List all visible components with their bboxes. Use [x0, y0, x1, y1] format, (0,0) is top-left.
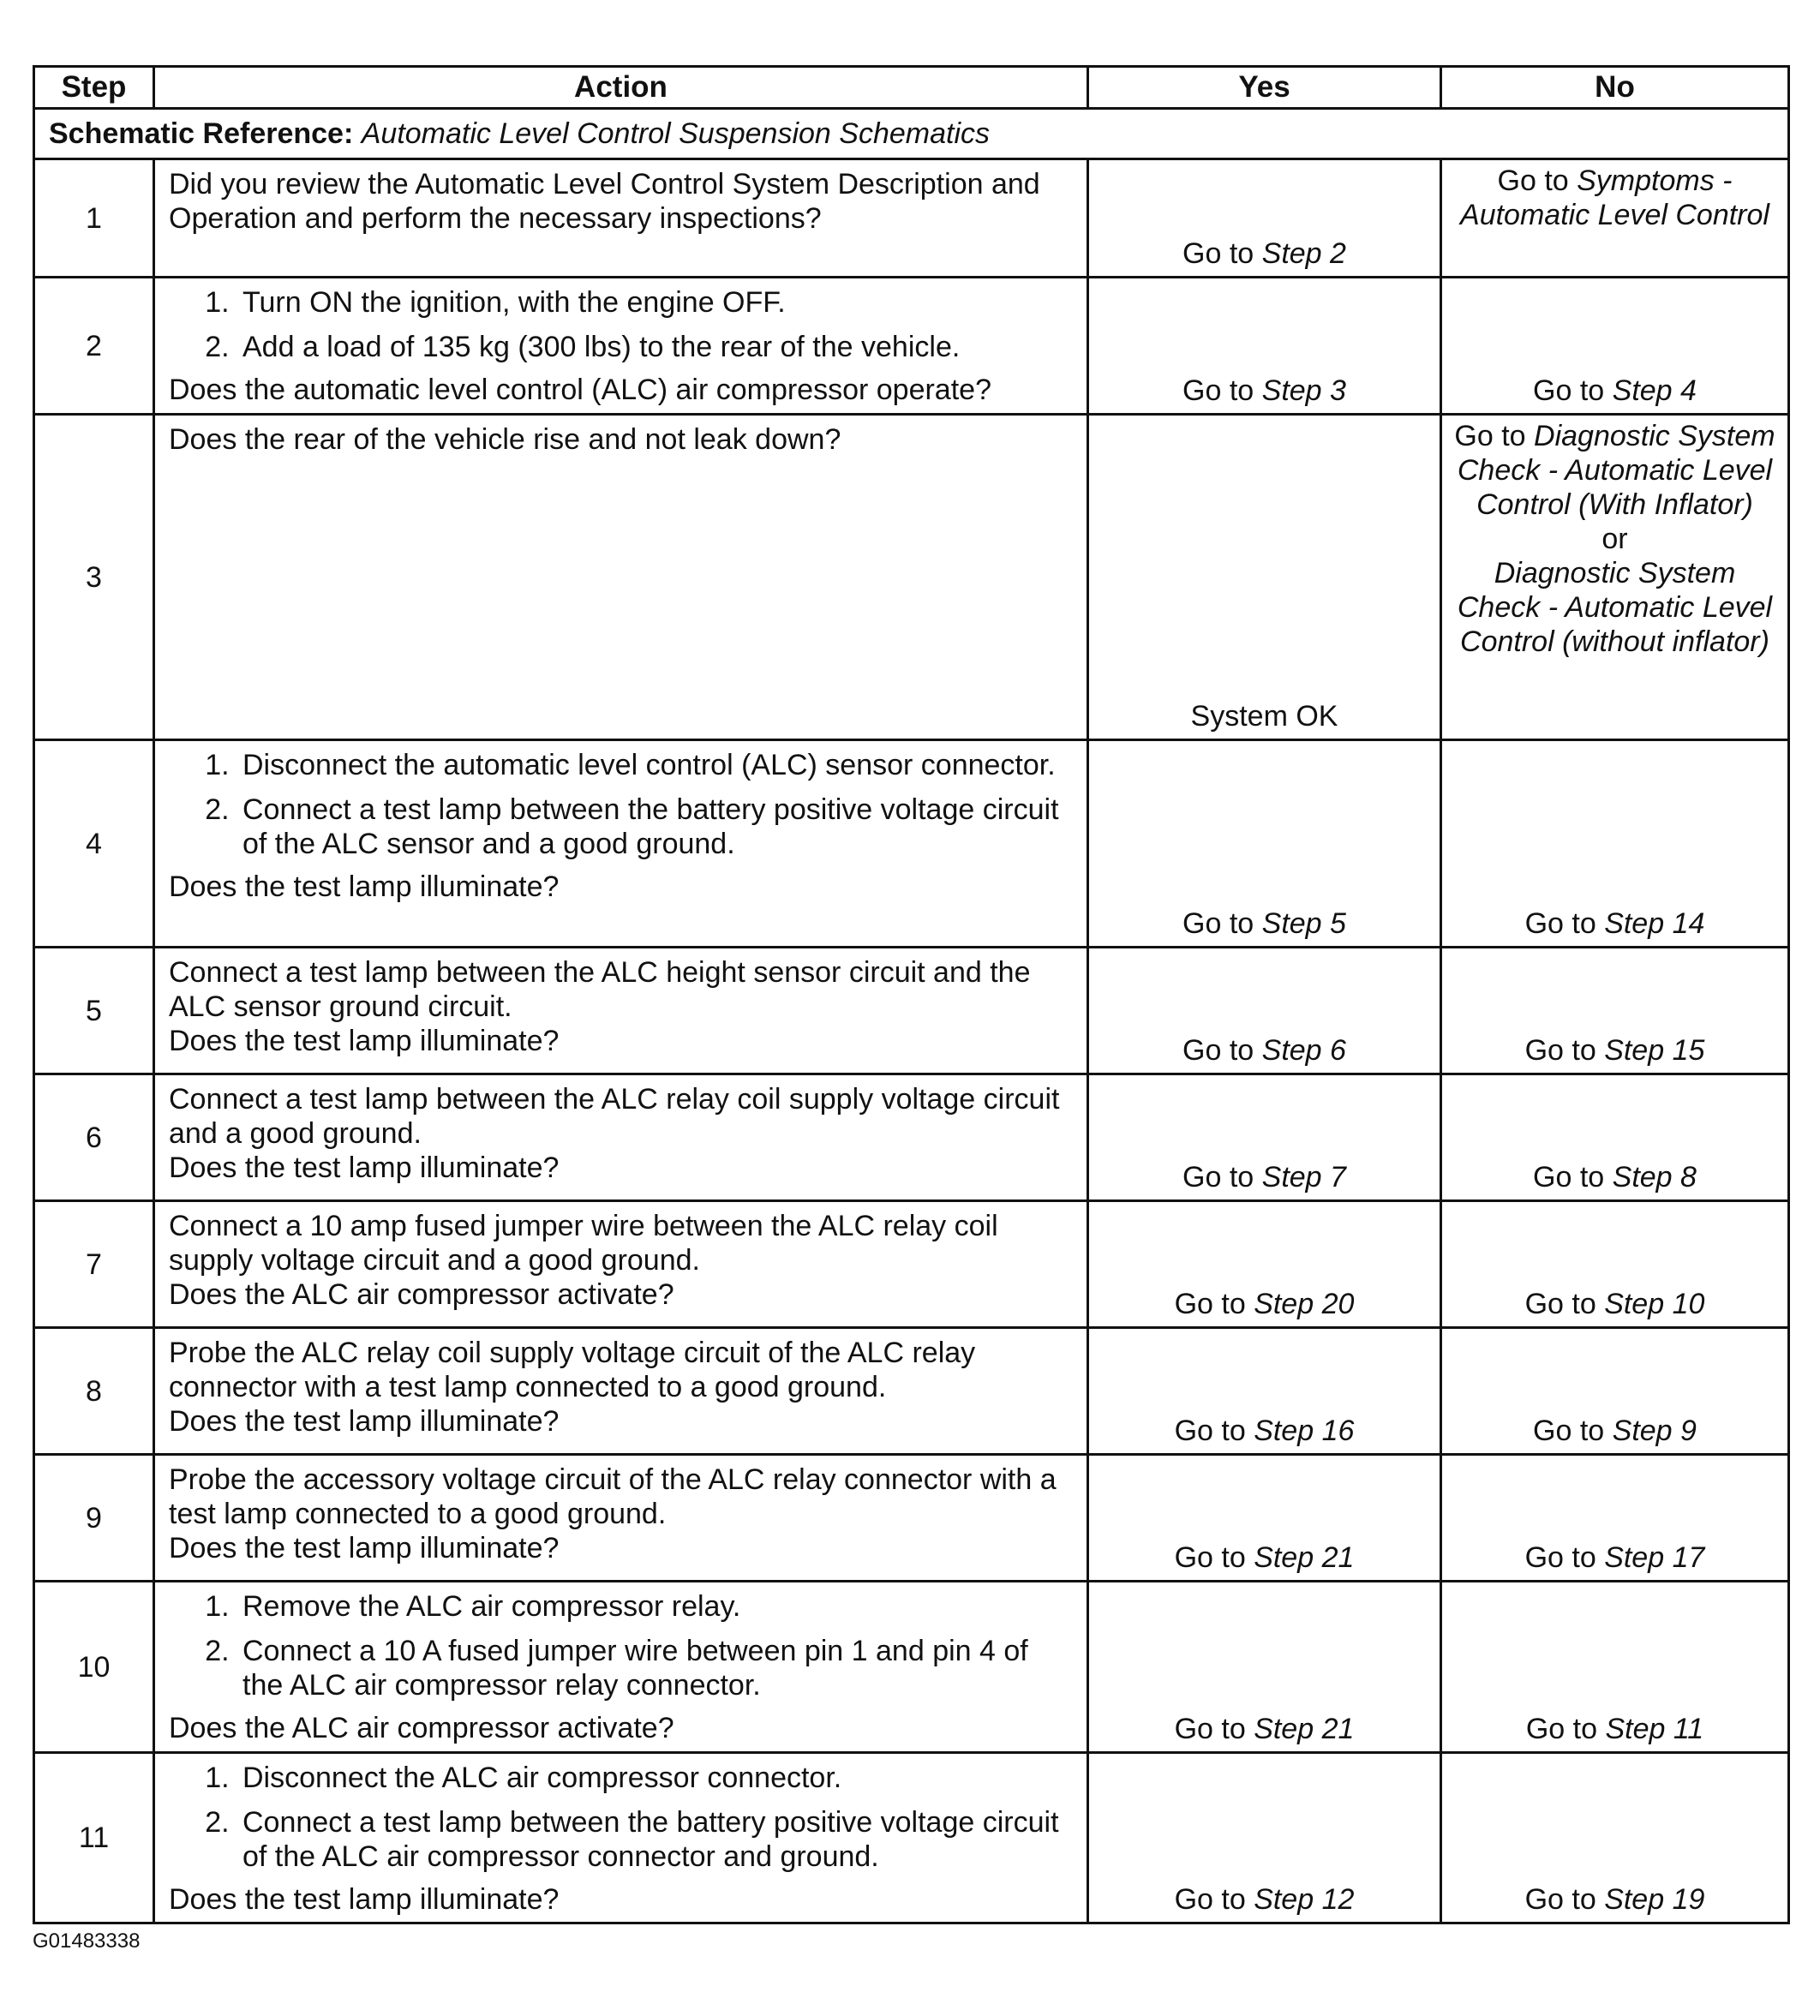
action-cell: [154, 1074, 1088, 1201]
yes-prefix: Go to: [1174, 1541, 1254, 1574]
yes-cell: [1088, 1455, 1441, 1582]
no-cell: [1441, 948, 1789, 1074]
yes-step-link[interactable]: Step 16: [1254, 1415, 1355, 1447]
action-steps-list: [169, 1589, 1073, 1702]
action-step-item: 2. Connect a test lamp between the battery positive voltage circuit of the ALC sensor and a good ground.: [237, 793, 1073, 861]
step-number: 10: [34, 1582, 154, 1753]
yes-cell: [1088, 948, 1441, 1074]
action-question: Does the test lamp illuminate?: [169, 1405, 560, 1438]
step-number: 4: [34, 740, 154, 948]
header-step: Step: [34, 67, 154, 109]
step-number: 6: [34, 1074, 154, 1201]
no-step-link[interactable]: Step 17: [1604, 1541, 1705, 1574]
no-step-link[interactable]: Symptoms - Automatic Level Control: [1460, 165, 1769, 231]
action-step-item: 2. Add a load of 135 kg (300 lbs) to the rear of the vehicle.: [237, 330, 1073, 364]
header-action: Action: [154, 67, 1088, 109]
table-row: [34, 278, 1789, 415]
action-step-item: 1. Remove the ALC air compressor relay.: [237, 1589, 1073, 1624]
table-body: [34, 109, 1789, 1923]
yes-step-link[interactable]: Step 5: [1261, 907, 1346, 940]
schematic-reference-cell: [34, 109, 1789, 159]
no-cell: [1441, 1201, 1789, 1328]
action-cell: [154, 1455, 1088, 1582]
action-step-item: 1. Disconnect the automatic level control (ALC) sensor connector.: [237, 748, 1073, 782]
yes-cell: [1088, 740, 1441, 948]
yes-prefix: Go to: [1182, 1161, 1262, 1193]
table-row: [34, 1753, 1789, 1923]
table-row: [34, 415, 1789, 740]
action-question: Does the test lamp illuminate?: [169, 870, 560, 903]
action-instruction: Connect a test lamp between the ALC height sensor circuit and the ALC sensor ground circuit.: [169, 956, 1031, 1023]
no-step-link-alt[interactable]: Diagnostic System Check - Automatic Level Control (without inflator): [1457, 557, 1773, 658]
yes-step-link[interactable]: Step 12: [1254, 1883, 1355, 1916]
no-step-link[interactable]: Diagnostic System Check - Automatic Level Control (With Inflator): [1457, 420, 1775, 521]
action-question: Does the rear of the vehicle rise and not leak down?: [169, 423, 841, 456]
no-prefix: Go to: [1533, 1161, 1613, 1193]
no-prefix: Go to: [1525, 1713, 1606, 1745]
no-step-link[interactable]: Step 19: [1604, 1883, 1705, 1916]
yes-prefix: Go to: [1182, 374, 1262, 407]
yes-prefix: Go to: [1174, 1288, 1254, 1320]
step-number: 1: [34, 159, 154, 278]
schematic-reference-row: [34, 109, 1789, 159]
action-question: Does the ALC air compressor activate?: [169, 1712, 674, 1744]
yes-step-link[interactable]: Step 21: [1254, 1541, 1355, 1574]
yes-cell: [1088, 1328, 1441, 1455]
yes-step-link[interactable]: Step 2: [1261, 237, 1346, 270]
action-cell: [154, 1328, 1088, 1455]
yes-prefix: System OK: [1190, 700, 1338, 733]
table-row: [34, 1582, 1789, 1753]
action-cell: [154, 159, 1088, 278]
no-step-link[interactable]: Step 15: [1604, 1034, 1705, 1067]
action-question: Does the ALC air compressor activate?: [169, 1278, 674, 1311]
yes-step-link[interactable]: Step 7: [1261, 1161, 1346, 1193]
action-step-item: 1. Disconnect the ALC air compressor connector.: [237, 1761, 1073, 1795]
no-step-link[interactable]: Step 14: [1604, 907, 1705, 940]
action-question: Did you review the Automatic Level Control System Description and Operation and perform the necessary inspections?: [169, 168, 1040, 235]
yes-cell: [1088, 1201, 1441, 1328]
yes-step-link[interactable]: Step 3: [1261, 374, 1346, 407]
yes-step-link[interactable]: Step 6: [1261, 1034, 1346, 1067]
no-cell: [1441, 159, 1789, 278]
header-yes: Yes: [1088, 67, 1441, 109]
no-cell: [1441, 415, 1789, 740]
action-instruction: Probe the ALC relay coil supply voltage circuit of the ALC relay connector with a test lamp connected to a good ground.: [169, 1337, 976, 1403]
action-steps-list: [169, 1761, 1073, 1874]
no-step-link[interactable]: Step 11: [1605, 1713, 1704, 1745]
action-cell: [154, 948, 1088, 1074]
yes-prefix: Go to: [1174, 1415, 1254, 1447]
step-number: 11: [34, 1753, 154, 1923]
action-cell: [154, 1201, 1088, 1328]
no-cell: [1441, 278, 1789, 415]
action-cell: [154, 740, 1088, 948]
step-number: 9: [34, 1455, 154, 1582]
action-steps-list: [169, 285, 1073, 364]
yes-cell: [1088, 415, 1441, 740]
table-header-row: [34, 67, 1789, 109]
action-cell: [154, 1753, 1088, 1923]
yes-cell: [1088, 1582, 1441, 1753]
no-cell: [1441, 1455, 1789, 1582]
diagnostic-table: [33, 65, 1790, 1924]
step-number: 8: [34, 1328, 154, 1455]
action-question: Does the test lamp illuminate?: [169, 1883, 560, 1916]
no-cell: [1441, 1582, 1789, 1753]
action-cell: [154, 415, 1088, 740]
no-cell: [1441, 740, 1789, 948]
action-step-item: 1. Turn ON the ignition, with the engine OFF.: [237, 285, 1073, 320]
no-prefix: Go to: [1524, 1034, 1605, 1067]
no-prefix: Go to: [1533, 374, 1613, 407]
no-step-link[interactable]: Step 9: [1612, 1415, 1697, 1447]
action-cell: [154, 1582, 1088, 1753]
schematic-reference-label: Schematic Reference:: [49, 117, 354, 150]
yes-cell: [1088, 278, 1441, 415]
no-or-text: or: [1601, 523, 1628, 555]
table-row: [34, 159, 1789, 278]
table-row: [34, 1074, 1789, 1201]
yes-prefix: Go to: [1182, 907, 1262, 940]
table-row: [34, 1328, 1789, 1455]
action-question: Does the test lamp illuminate?: [169, 1025, 560, 1057]
schematic-reference-value: Automatic Level Control Suspension Schematics: [361, 117, 990, 150]
action-question: Does the test lamp illuminate?: [169, 1152, 560, 1184]
no-step-link[interactable]: Step 8: [1612, 1161, 1697, 1193]
figure-id: G01483338: [33, 1929, 141, 1953]
action-cell: [154, 278, 1088, 415]
yes-cell: [1088, 159, 1441, 278]
no-cell: [1441, 1328, 1789, 1455]
table-row: [34, 1455, 1789, 1582]
step-number: 2: [34, 278, 154, 415]
no-cell: [1441, 1753, 1789, 1923]
no-prefix: Go to: [1524, 907, 1605, 940]
no-prefix: Go to: [1533, 1415, 1613, 1447]
step-number: 3: [34, 415, 154, 740]
no-prefix: Go to: [1454, 420, 1535, 452]
no-step-link[interactable]: Step 4: [1612, 374, 1697, 407]
no-prefix: Go to: [1497, 165, 1578, 197]
no-prefix: Go to: [1524, 1541, 1605, 1574]
step-number: 7: [34, 1201, 154, 1328]
action-step-item: 2. Connect a 10 A fused jumper wire between pin 1 and pin 4 of the ALC air compressor relay connector.: [237, 1634, 1073, 1702]
no-prefix: Go to: [1524, 1883, 1605, 1916]
table-row: [34, 1201, 1789, 1328]
yes-prefix: Go to: [1174, 1883, 1254, 1916]
header-no: No: [1441, 67, 1789, 109]
yes-prefix: Go to: [1182, 1034, 1262, 1067]
action-question: Does the automatic level control (ALC) air compressor operate?: [169, 374, 991, 406]
action-instruction: Connect a test lamp between the ALC relay coil supply voltage circuit and a good ground.: [169, 1083, 1060, 1150]
yes-prefix: Go to: [1182, 237, 1262, 270]
table-row: [34, 740, 1789, 948]
yes-step-link[interactable]: Step 20: [1254, 1288, 1355, 1320]
yes-cell: [1088, 1753, 1441, 1923]
no-cell: [1441, 1074, 1789, 1201]
yes-prefix: Go to: [1174, 1713, 1254, 1745]
no-prefix: Go to: [1524, 1288, 1605, 1320]
table-row: [34, 948, 1789, 1074]
action-question: Does the test lamp illuminate?: [169, 1532, 560, 1564]
action-instruction: Probe the accessory voltage circuit of the ALC relay connector with a test lamp connected to a good ground.: [169, 1463, 1057, 1530]
action-instruction: Connect a 10 amp fused jumper wire between the ALC relay coil supply voltage circuit and a good ground.: [169, 1210, 998, 1277]
no-step-link[interactable]: Step 10: [1604, 1288, 1705, 1320]
action-steps-list: [169, 748, 1073, 861]
yes-step-link[interactable]: Step 21: [1254, 1713, 1355, 1745]
action-step-item: 2. Connect a test lamp between the battery positive voltage circuit of the ALC air compressor connector and ground.: [237, 1805, 1073, 1874]
step-number: 5: [34, 948, 154, 1074]
yes-cell: [1088, 1074, 1441, 1201]
